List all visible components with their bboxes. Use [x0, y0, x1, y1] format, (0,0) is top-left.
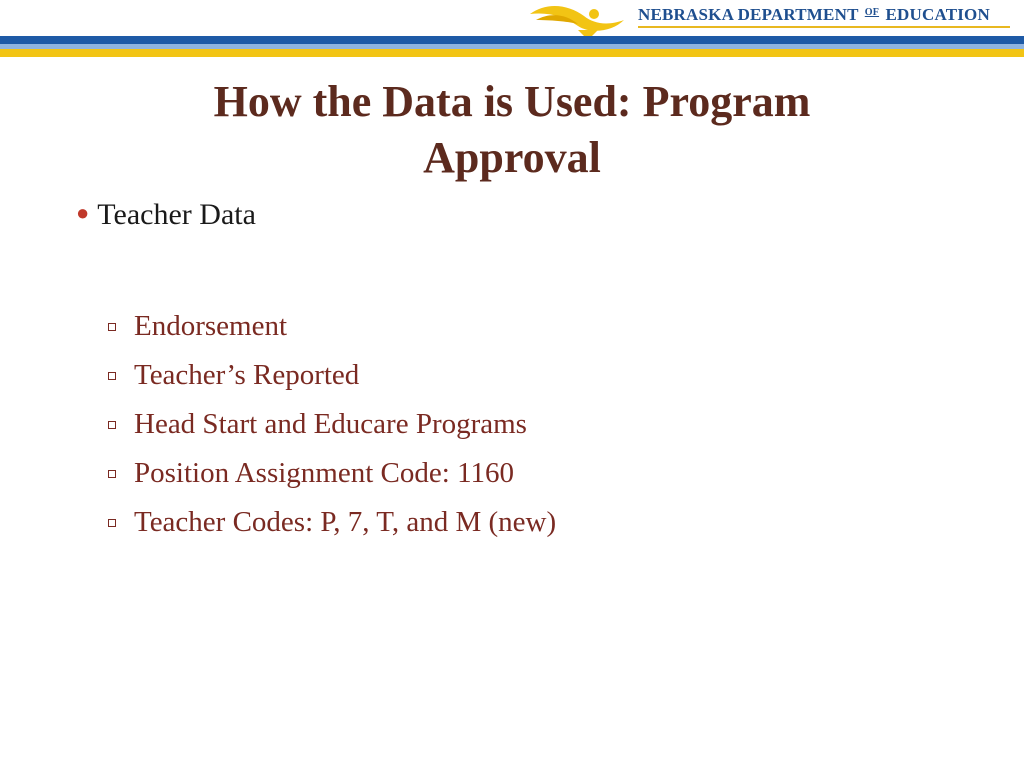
square-bullet-icon — [108, 421, 116, 429]
bullet-teacher-data — [76, 198, 256, 232]
sub-bullet-item — [108, 449, 556, 498]
org-name — [638, 5, 990, 25]
org-name-of: OF — [864, 7, 880, 18]
sub-bullet-text: Head Start and Educare Programs — [134, 408, 527, 440]
sub-bullet-text: Teacher Codes: P, 7, T, and M (new) — [134, 506, 557, 538]
sub-bullet-text: Teacher’s Reported — [134, 359, 360, 391]
sub-bullet-item — [108, 498, 556, 547]
org-name-part1: NEBRASKA DEPARTMENT — [638, 5, 859, 24]
org-name-underline — [638, 26, 1010, 28]
square-bullet-icon — [108, 470, 116, 478]
bullet-dot-icon: ● — [76, 200, 90, 225]
header-banner — [0, 0, 1024, 60]
bullet-text: Teacher Data — [97, 198, 256, 231]
square-bullet-icon — [108, 323, 116, 331]
slide-title: How the Data is Used: Program Approval — [213, 77, 811, 182]
square-bullet-icon — [108, 372, 116, 380]
header-stripe-gold — [0, 49, 1024, 57]
sub-bullet-list — [108, 302, 556, 547]
org-name-part2: EDUCATION — [885, 5, 990, 24]
sub-bullet-text: Position Assignment Code: 1160 — [134, 457, 514, 489]
sub-bullet-item — [108, 351, 556, 400]
square-bullet-icon — [108, 519, 116, 527]
sub-bullet-item — [108, 302, 556, 351]
sub-bullet-item — [108, 400, 556, 449]
org-logo — [528, 0, 1024, 36]
header-stripe-blue — [0, 36, 1024, 44]
sub-bullet-text: Endorsement — [134, 310, 288, 342]
